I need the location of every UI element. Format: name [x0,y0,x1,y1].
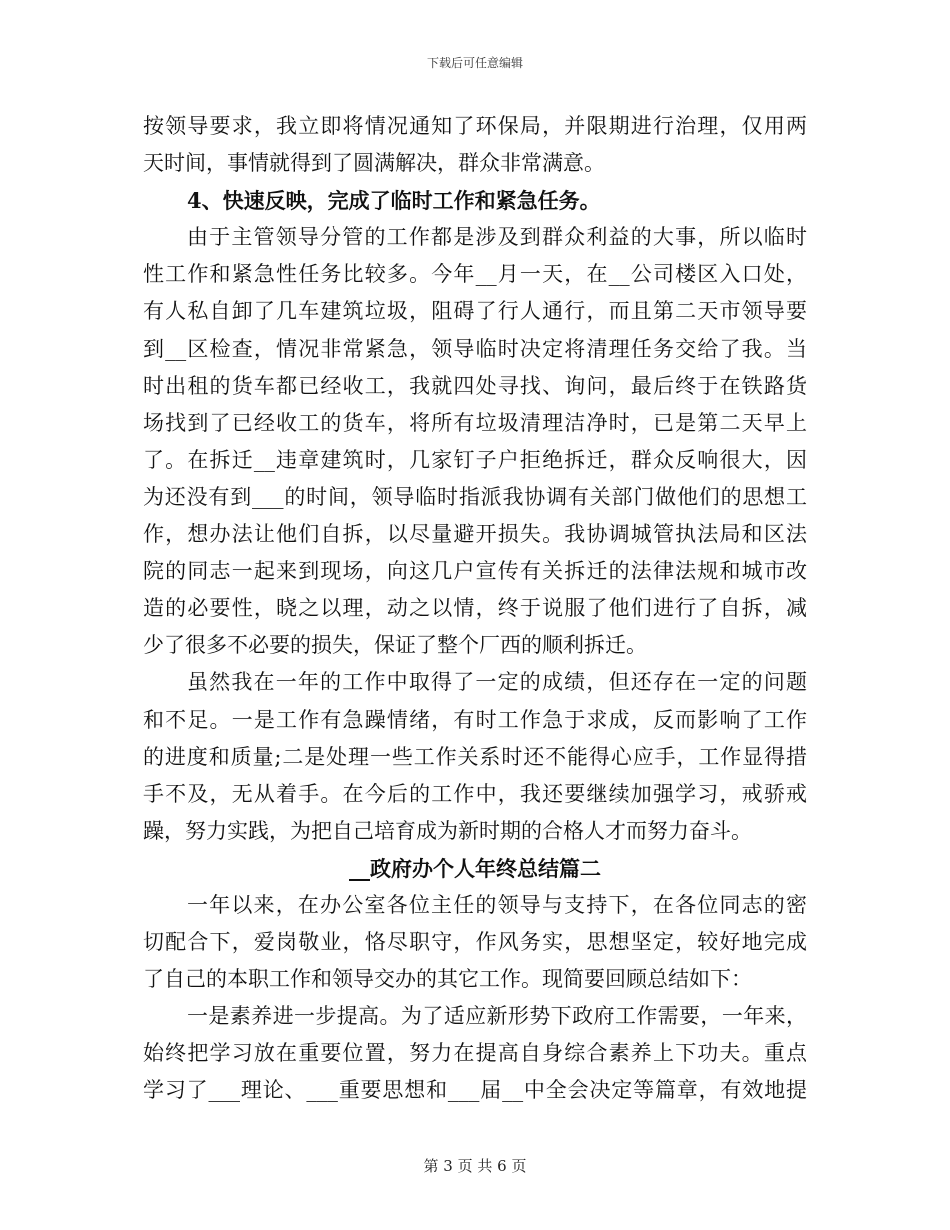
section-heading: 4、快速反映，完成了临时工作和紧急任务。 [187,188,601,214]
paragraph-line: 为还没有到___的时间，领导临时指派我协调有关部门做他们的思想工 [143,484,807,509]
paragraph-line: 一是素养进一步提高。为了适应新形势下政府工作需要，一年来， [187,1004,807,1029]
paragraph-line: 院的同志一起来到现场，向这几户宣传有关拆迁的法律法规和城市改 [143,559,807,584]
paragraph-line: 切配合下，爱岗敬业，恪尽职守，作风务实，思想坚定，较好地完成 [143,930,807,955]
paragraph-line: 了自己的本职工作和领导交办的其它工作。现简要回顾总结如下： [143,967,752,992]
paragraph-line: 手不及，无从着手。在今后的工作中，我还要继续加强学习，戒骄戒 [143,781,807,806]
paragraph-line: 作，想办法让他们自拆，以尽量避开损失。我协调城管执法局和区法 [143,522,807,547]
paragraph-line: 造的必要性，晓之以理，动之以情，终于说服了他们进行了自拆，减 [143,596,807,621]
page-header: 下载后可任意编辑 [426,56,523,70]
paragraph-line: 按领导要求，我立即将情况通知了环保局，并限期进行治理，仅用两 [143,114,807,138]
paragraph-line: 由于主管领导分管的工作都是涉及到群众利益的大事，所以临时 [187,225,807,250]
paragraph-line: 躁，努力实践，为把自己培育成为新时期的合格人才而努力奋斗。 [143,818,752,843]
page-number: 第 3 页 共 6 页 [423,1157,527,1175]
document-body [143,108,807,1110]
paragraph-line: 了。在拆迁__违章建筑时，几家钉子户拒绝拆迁，群众反响很大，因 [143,447,807,472]
paragraph-line: 学习了___理论、___重要思想和___届__中全会决定等篇章，有效地提 [143,1078,807,1103]
paragraph-line: 性工作和紧急性任务比较多。今年__月一天，在__公司楼区入口处， [143,262,807,287]
section-title: __政府办个人年终总结篇二 [349,855,601,881]
paragraph-line: 的进度和质量;二是处理一些工作关系时还不能得心应手，工作显得措 [143,744,807,769]
paragraph-line: 始终把学习放在重要位置，努力在提高自身综合素养上下功夫。重点 [143,1041,807,1066]
paragraph-line: 场找到了已经收工的货车，将所有垃圾清理洁净时，已是第二天早上 [143,410,807,435]
paragraph-line: 一年以来，在办公室各位主任的领导与支持下，在各位同志的密 [187,892,807,917]
paragraph-line: 虽然我在一年的工作中取得了一定的成绩，但还存在一定的问题 [187,670,807,695]
paragraph-line: 少了很多不必要的损失，保证了整个厂西的顺利拆迁。 [143,633,647,658]
paragraph-line: 天时间，事情就得到了圆满解决，群众非常满意。 [143,151,605,176]
paragraph-line: 时出租的货车都已经收工，我就四处寻找、询问，最后终于在铁路货 [143,373,807,398]
paragraph-line: 到__区检查，情况非常紧急，领导临时决定将清理任务交给了我。当 [143,336,807,361]
paragraph-line: 和不足。一是工作有急躁情绪，有时工作急于求成，反而影响了工作 [143,707,807,732]
paragraph-line: 有人私自卸了几车建筑垃圾，阻碍了行人通行，而且第二天市领导要 [143,299,807,324]
